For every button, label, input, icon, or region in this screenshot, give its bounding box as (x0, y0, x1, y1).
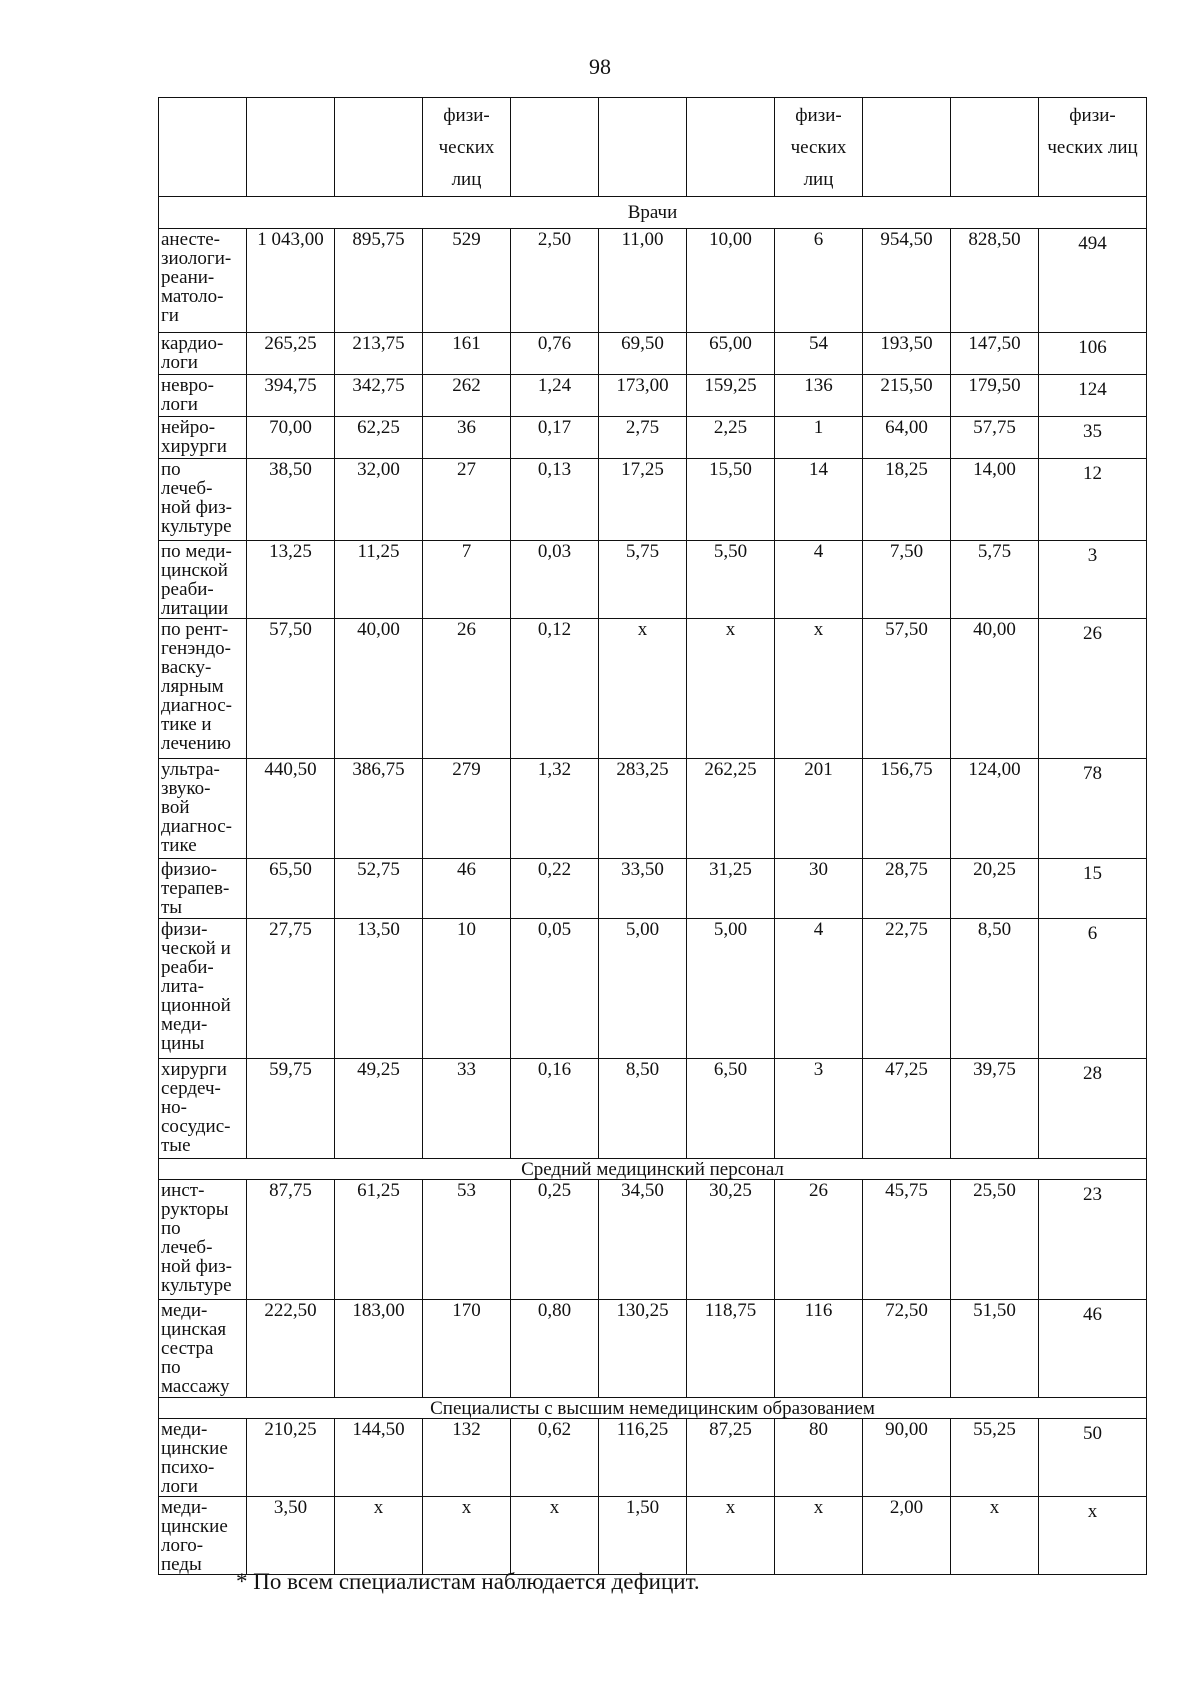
value-cell: 3 (1039, 541, 1147, 619)
value-cell: 262 (423, 375, 511, 417)
value-cell: 0,62 (511, 1419, 599, 1497)
header-cell (159, 98, 247, 197)
value-cell: 7 (423, 541, 511, 619)
value-cell: 20,25 (951, 859, 1039, 919)
header-cell: физи- ческих лиц (1039, 98, 1147, 197)
value-cell: 12 (1039, 459, 1147, 541)
header-cell: физи- ческих лиц (423, 98, 511, 197)
value-cell: 65,50 (247, 859, 335, 919)
value-cell: 7,50 (863, 541, 951, 619)
value-cell: 87,25 (687, 1419, 775, 1497)
value-cell: 161 (423, 333, 511, 375)
table-row (159, 919, 1147, 1059)
value-cell: 156,75 (863, 759, 951, 859)
value-cell: 124 (1039, 375, 1147, 417)
value-cell: 0,80 (511, 1300, 599, 1398)
value-cell: 40,00 (951, 619, 1039, 759)
value-cell: 1 (775, 417, 863, 459)
row-label: хирурги сердеч- но- сосудис- тые (159, 1059, 247, 1159)
value-cell: 34,50 (599, 1180, 687, 1300)
value-cell: х (511, 1497, 599, 1575)
row-label: меди- цинская сестра по массажу (159, 1300, 247, 1398)
value-cell: 895,75 (335, 229, 423, 333)
value-cell: 173,00 (599, 375, 687, 417)
value-cell: 213,75 (335, 333, 423, 375)
value-cell: 0,13 (511, 459, 599, 541)
value-cell: 18,25 (863, 459, 951, 541)
value-cell: 45,75 (863, 1180, 951, 1300)
row-label: ультра- звуко- вой диагнос- тике (159, 759, 247, 859)
value-cell: 11,25 (335, 541, 423, 619)
table-row (159, 759, 1147, 859)
value-cell: 0,25 (511, 1180, 599, 1300)
value-cell: 5,50 (687, 541, 775, 619)
value-cell: 46 (1039, 1300, 1147, 1398)
value-cell: 5,75 (599, 541, 687, 619)
table-row (159, 375, 1147, 417)
footnote: * По всем специалистам наблюдается дефицит. (236, 1569, 700, 1594)
value-cell: 26 (1039, 619, 1147, 759)
header-cell (599, 98, 687, 197)
value-cell: 5,00 (599, 919, 687, 1059)
value-cell: 26 (423, 619, 511, 759)
value-cell: х (1039, 1497, 1147, 1575)
table-row (159, 229, 1147, 333)
value-cell: 0,22 (511, 859, 599, 919)
value-cell: 2,25 (687, 417, 775, 459)
value-cell: х (423, 1497, 511, 1575)
value-cell: 39,75 (951, 1059, 1039, 1159)
value-cell: 33 (423, 1059, 511, 1159)
value-cell: 11,00 (599, 229, 687, 333)
staffing-table (158, 97, 1147, 1575)
value-cell: 54 (775, 333, 863, 375)
value-cell: 55,25 (951, 1419, 1039, 1497)
table-row (159, 859, 1147, 919)
value-cell: 0,12 (511, 619, 599, 759)
table-row (159, 1180, 1147, 1300)
value-cell: 46 (423, 859, 511, 919)
table-row (159, 333, 1147, 375)
table-row (159, 1059, 1147, 1159)
value-cell: 116,25 (599, 1419, 687, 1497)
table-row (159, 541, 1147, 619)
value-cell: 529 (423, 229, 511, 333)
value-cell: 10 (423, 919, 511, 1059)
value-cell: 0,76 (511, 333, 599, 375)
value-cell: х (775, 1497, 863, 1575)
section-title: Специалисты с высшим немедицинским образованием (159, 1398, 1147, 1419)
value-cell: 26 (775, 1180, 863, 1300)
section-row (159, 1159, 1147, 1180)
value-cell: 14,00 (951, 459, 1039, 541)
value-cell: 50 (1039, 1419, 1147, 1497)
value-cell: 69,50 (599, 333, 687, 375)
value-cell: х (951, 1497, 1039, 1575)
value-cell: 47,25 (863, 1059, 951, 1159)
value-cell: 51,50 (951, 1300, 1039, 1398)
value-cell: 13,25 (247, 541, 335, 619)
value-cell: 494 (1039, 229, 1147, 333)
value-cell: 15,50 (687, 459, 775, 541)
value-cell: 22,75 (863, 919, 951, 1059)
value-cell: 210,25 (247, 1419, 335, 1497)
row-label: физио- терапев- ты (159, 859, 247, 919)
value-cell: 130,25 (599, 1300, 687, 1398)
table-row (159, 1300, 1147, 1398)
value-cell: 8,50 (951, 919, 1039, 1059)
value-cell: 0,03 (511, 541, 599, 619)
value-cell: 57,50 (247, 619, 335, 759)
value-cell: 2,00 (863, 1497, 951, 1575)
value-cell: 30,25 (687, 1180, 775, 1300)
value-cell: 52,75 (335, 859, 423, 919)
value-cell: х (687, 1497, 775, 1575)
value-cell: 70,00 (247, 417, 335, 459)
value-cell: 40,00 (335, 619, 423, 759)
value-cell: 10,00 (687, 229, 775, 333)
value-cell: 61,25 (335, 1180, 423, 1300)
table-row (159, 1497, 1147, 1575)
value-cell: 53 (423, 1180, 511, 1300)
value-cell: 2,50 (511, 229, 599, 333)
table-row (159, 459, 1147, 541)
value-cell: 193,50 (863, 333, 951, 375)
value-cell: 27 (423, 459, 511, 541)
value-cell: 116 (775, 1300, 863, 1398)
value-cell: 65,00 (687, 333, 775, 375)
value-cell: 106 (1039, 333, 1147, 375)
value-cell: 27,75 (247, 919, 335, 1059)
value-cell: 59,75 (247, 1059, 335, 1159)
value-cell: 23 (1039, 1180, 1147, 1300)
value-cell: 1 043,00 (247, 229, 335, 333)
value-cell: 6,50 (687, 1059, 775, 1159)
table-row (159, 1419, 1147, 1497)
value-cell: 4 (775, 919, 863, 1059)
value-cell: 262,25 (687, 759, 775, 859)
value-cell: 3,50 (247, 1497, 335, 1575)
value-cell: 215,50 (863, 375, 951, 417)
value-cell: 36 (423, 417, 511, 459)
value-cell: 183,00 (335, 1300, 423, 1398)
value-cell: 222,50 (247, 1300, 335, 1398)
value-cell: 159,25 (687, 375, 775, 417)
section-title: Средний медицинский персонал (159, 1159, 1147, 1180)
table-row (159, 417, 1147, 459)
value-cell: х (599, 619, 687, 759)
row-label: нейро- хирурги (159, 417, 247, 459)
header-cell (335, 98, 423, 197)
value-cell: 49,25 (335, 1059, 423, 1159)
value-cell: 62,25 (335, 417, 423, 459)
row-label: невро- логи (159, 375, 247, 417)
value-cell: 8,50 (599, 1059, 687, 1159)
value-cell: 386,75 (335, 759, 423, 859)
section-row (159, 1398, 1147, 1419)
value-cell: 25,50 (951, 1180, 1039, 1300)
row-label: по лечеб- ной физ- культуре (159, 459, 247, 541)
value-cell: 144,50 (335, 1419, 423, 1497)
value-cell: 954,50 (863, 229, 951, 333)
value-cell: 118,75 (687, 1300, 775, 1398)
value-cell: 179,50 (951, 375, 1039, 417)
value-cell: 170 (423, 1300, 511, 1398)
value-cell: 6 (1039, 919, 1147, 1059)
value-cell: 283,25 (599, 759, 687, 859)
value-cell: 30 (775, 859, 863, 919)
header-cell (863, 98, 951, 197)
value-cell: 31,25 (687, 859, 775, 919)
value-cell: 1,32 (511, 759, 599, 859)
value-cell: 0,16 (511, 1059, 599, 1159)
header-cell: физи- ческих лиц (775, 98, 863, 197)
value-cell: 132 (423, 1419, 511, 1497)
row-label: анесте- зиологи- реани- матоло- ги (159, 229, 247, 333)
value-cell: 57,75 (951, 417, 1039, 459)
value-cell: 72,50 (863, 1300, 951, 1398)
value-cell: 2,75 (599, 417, 687, 459)
value-cell: 80 (775, 1419, 863, 1497)
section-row (159, 197, 1147, 229)
header-cell (687, 98, 775, 197)
value-cell: 342,75 (335, 375, 423, 417)
value-cell: 15 (1039, 859, 1147, 919)
value-cell: 28 (1039, 1059, 1147, 1159)
row-label: инст- рукторы по лечеб- ной физ- культуре (159, 1180, 247, 1300)
header-row (159, 98, 1147, 197)
value-cell: х (775, 619, 863, 759)
value-cell: 13,50 (335, 919, 423, 1059)
row-label: физи- ческой и реаби- лита- ционной меди- цины (159, 919, 247, 1059)
value-cell: 4 (775, 541, 863, 619)
header-cell (951, 98, 1039, 197)
value-cell: 201 (775, 759, 863, 859)
page-number: 98 (589, 54, 611, 79)
value-cell: 17,25 (599, 459, 687, 541)
value-cell: 147,50 (951, 333, 1039, 375)
value-cell: 5,00 (687, 919, 775, 1059)
row-label: меди- цинские психо- логи (159, 1419, 247, 1497)
value-cell: 394,75 (247, 375, 335, 417)
value-cell: 124,00 (951, 759, 1039, 859)
header-cell (511, 98, 599, 197)
header-cell (247, 98, 335, 197)
value-cell: 87,75 (247, 1180, 335, 1300)
value-cell: 5,75 (951, 541, 1039, 619)
row-label: по меди- цинской реаби- литации (159, 541, 247, 619)
section-title: Врачи (159, 197, 1147, 229)
value-cell: 3 (775, 1059, 863, 1159)
value-cell: 32,00 (335, 459, 423, 541)
value-cell: 136 (775, 375, 863, 417)
value-cell: 78 (1039, 759, 1147, 859)
value-cell: 0,17 (511, 417, 599, 459)
value-cell: х (687, 619, 775, 759)
value-cell: 57,50 (863, 619, 951, 759)
value-cell: 0,05 (511, 919, 599, 1059)
value-cell: 828,50 (951, 229, 1039, 333)
value-cell: 1,24 (511, 375, 599, 417)
value-cell: 38,50 (247, 459, 335, 541)
value-cell: 265,25 (247, 333, 335, 375)
value-cell: 440,50 (247, 759, 335, 859)
table-row (159, 619, 1147, 759)
value-cell: 279 (423, 759, 511, 859)
value-cell: 64,00 (863, 417, 951, 459)
value-cell: 35 (1039, 417, 1147, 459)
value-cell: 33,50 (599, 859, 687, 919)
row-label: кардио- логи (159, 333, 247, 375)
value-cell: 14 (775, 459, 863, 541)
value-cell: 1,50 (599, 1497, 687, 1575)
row-label: меди- цинские лого- педы (159, 1497, 247, 1575)
value-cell: 28,75 (863, 859, 951, 919)
value-cell: 90,00 (863, 1419, 951, 1497)
row-label: по рент- генэндо- васку- лярным диагнос- тике и лечению (159, 619, 247, 759)
value-cell: х (335, 1497, 423, 1575)
value-cell: 6 (775, 229, 863, 333)
